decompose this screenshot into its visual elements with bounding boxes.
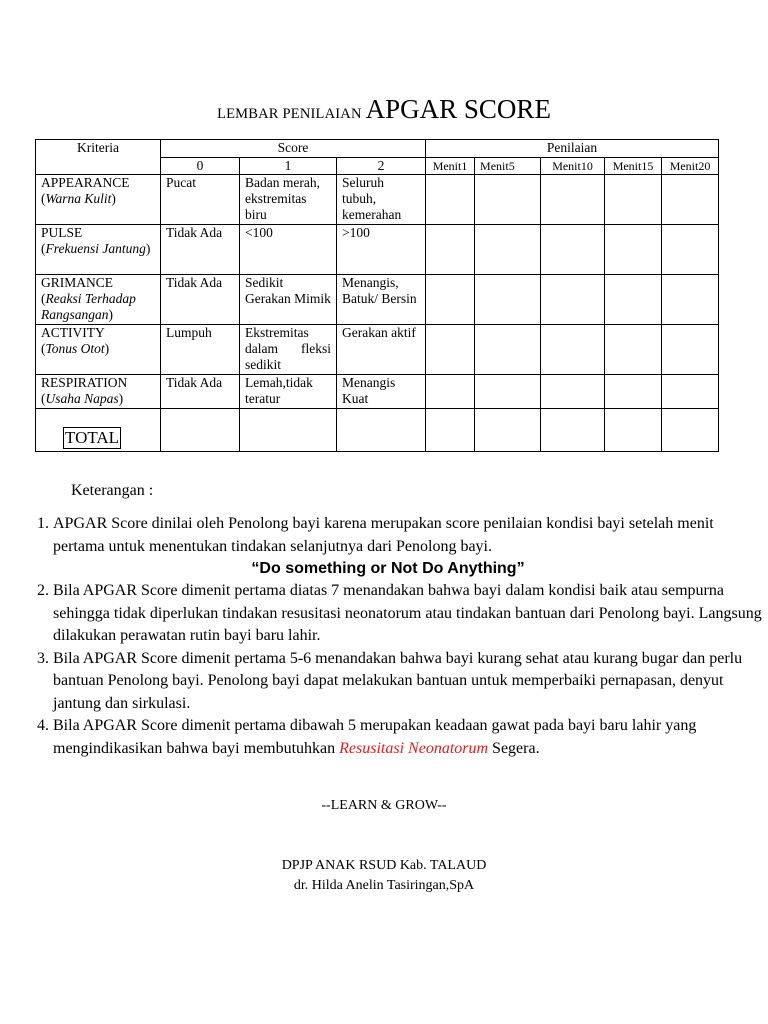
menit-cell[interactable] [426, 375, 475, 409]
total-menit-cell[interactable] [541, 409, 605, 452]
score-0-cell: Tidak Ada [161, 225, 240, 275]
total-menit-cell[interactable] [662, 409, 719, 452]
header-score-0: 0 [161, 158, 240, 175]
menit-cell[interactable] [475, 325, 541, 375]
menit-cell[interactable] [475, 375, 541, 409]
menit-cell[interactable] [426, 175, 475, 225]
criteria-cell: APPEARANCE (Warna Kulit) [36, 175, 161, 225]
footer-unit: DPJP ANAK RSUD Kab. TALAUD [281, 858, 487, 873]
list-item [53, 648, 765, 716]
header-kriteria: Kriteria [36, 140, 161, 175]
score-1-cell: Badan merah, ekstremitas biru [240, 175, 337, 225]
list-item [53, 715, 765, 760]
note-text: Bila APGAR Score dimenit pertama 5-6 menandakan bahwa bayi kurang sehat atau kurang bugar dan perlu bantuan Penolong bayi. Penolong bayi dapat melakukan bantuan untuk memperbaiki pernapasan, denyut jantung dan sirkulasi. [53, 649, 743, 712]
criteria-sub: Frekuensi Jantung [45, 241, 146, 256]
total-menit-cell[interactable] [426, 409, 475, 452]
score-1-cell: Ekstremitas dalam fleksi sedikit [240, 325, 337, 375]
menit-cell[interactable] [426, 325, 475, 375]
title-prefix: LEMBAR PENILAIAN [217, 106, 362, 122]
menit-cell[interactable] [605, 175, 662, 225]
criteria-cell: RESPIRATION (Usaha Napas) [36, 375, 161, 409]
menit-cell[interactable] [541, 175, 605, 225]
criteria-cell: ACTIVITY (Tonus Otot) [36, 325, 161, 375]
criteria-name: APPEARANCE [41, 175, 130, 190]
total-cell [36, 409, 161, 452]
note-text-end: Segera. [488, 739, 540, 757]
score-0-cell: Tidak Ada [161, 375, 240, 409]
score-0-cell: Tidak Ada [161, 275, 240, 325]
page-title [0, 94, 768, 125]
criteria-name: PULSE [41, 225, 83, 240]
total-row [36, 409, 719, 452]
menit-cell[interactable] [662, 225, 719, 275]
header-menit15: Menit15 [605, 158, 662, 175]
menit-cell[interactable] [605, 275, 662, 325]
header-menit10: Menit10 [541, 158, 605, 175]
list-item [53, 513, 765, 580]
criteria-sub: Warna Kulit [45, 191, 112, 206]
note-text: Bila APGAR Score dimenit pertama dibawah 5 merupakan keadaan gawat pada bayi baru lahir yang mengindikasikan bahwa bayi membutuhkan [53, 717, 697, 757]
table-row [36, 175, 719, 225]
menit-cell[interactable] [475, 175, 541, 225]
score-0-cell: Lumpuh [161, 325, 240, 375]
header-score-1: 1 [240, 158, 337, 175]
menit-cell[interactable] [605, 225, 662, 275]
score-2-cell: Gerakan aktif [337, 325, 426, 375]
total-menit-cell[interactable] [475, 409, 541, 452]
keterangan-list [20, 513, 765, 760]
criteria-name: RESPIRATION [41, 375, 128, 390]
note-text: APGAR Score dinilai oleh Penolong bayi karena merupakan score penilaian kondisi bayi setelah menit pertama untuk menentukan tindakan selanjutnya dari Penolong bayi. [53, 515, 714, 555]
header-menit1: Menit1 [426, 158, 475, 175]
menit-cell[interactable] [541, 375, 605, 409]
score-1-cell: Sedikit Gerakan Mimik [240, 275, 337, 325]
apgar-table [35, 139, 719, 452]
total-menit-cell[interactable] [605, 409, 662, 452]
table-row [36, 325, 719, 375]
highlight-text: Resusitasi Neonatorum [339, 739, 489, 757]
criteria-sub: Usaha Napas [45, 391, 119, 406]
menit-cell[interactable] [475, 275, 541, 325]
total-score-cell[interactable] [337, 409, 426, 452]
footer-slogan: --LEARN & GROW-- [321, 798, 447, 813]
header-menit20: Menit20 [662, 158, 719, 175]
criteria-sub: Reaksi Terhadap Rangsangan [41, 291, 136, 322]
menit-cell[interactable] [541, 325, 605, 375]
list-item [53, 580, 765, 648]
header-score-2: 2 [337, 158, 426, 175]
menit-cell[interactable] [605, 325, 662, 375]
header-menit5: Menit5 [475, 158, 541, 175]
score-0-cell: Pucat [161, 175, 240, 225]
score-2-cell: Menangis Kuat [337, 375, 426, 409]
score-2-cell: >100 [337, 225, 426, 275]
criteria-name: ACTIVITY [41, 325, 105, 340]
total-label: TOTAL [65, 428, 120, 447]
keterangan-title: Keterangan : [71, 482, 154, 499]
menit-cell[interactable] [605, 375, 662, 409]
menit-cell[interactable] [426, 225, 475, 275]
menit-cell[interactable] [662, 375, 719, 409]
menit-cell[interactable] [662, 175, 719, 225]
note-text: Bila APGAR Score dimenit pertama diatas 7 menandakan bahwa bayi dalam kondisi baik atau sempurna sehingga tidak diperlukan tindakan resusitasi neonatorum atau tindakan bantuan dari Penolong bayi. Langsung dilakukan perawatan rutin bayi baru lahir. [53, 582, 762, 644]
title-main: APGAR SCORE [365, 94, 551, 124]
total-score-cell[interactable] [240, 409, 337, 452]
score-2-cell: Seluruh tubuh, kemerahan [337, 175, 426, 225]
criteria-cell: GRIMANCE (Reaksi Terhadap Rangsangan) [36, 275, 161, 325]
header-score: Score [161, 140, 426, 158]
criteria-cell: PULSE (Frekuensi Jantung) [36, 225, 161, 275]
table-row [36, 225, 719, 275]
table-row [36, 275, 719, 325]
menit-cell[interactable] [541, 275, 605, 325]
total-score-cell[interactable] [161, 409, 240, 452]
menit-cell[interactable] [662, 275, 719, 325]
criteria-sub: Tonus Otot [45, 341, 105, 356]
menit-cell[interactable] [662, 325, 719, 375]
score-1-cell: Lemah,tidak teratur [240, 375, 337, 409]
criteria-name: GRIMANCE [41, 275, 114, 290]
menit-cell[interactable] [475, 225, 541, 275]
score-1-cell: <100 [240, 225, 337, 275]
footer-doctor: dr. Hilda Anelin Tasiringan,SpA [293, 878, 475, 893]
menit-cell[interactable] [426, 275, 475, 325]
header-penilaian: Penilaian [426, 140, 719, 158]
score-2-cell: Menangis, Batuk/ Bersin [337, 275, 426, 325]
menit-cell[interactable] [541, 225, 605, 275]
table-row [36, 375, 719, 409]
motto-text: “Do something or Not Do Anything” [251, 560, 525, 577]
